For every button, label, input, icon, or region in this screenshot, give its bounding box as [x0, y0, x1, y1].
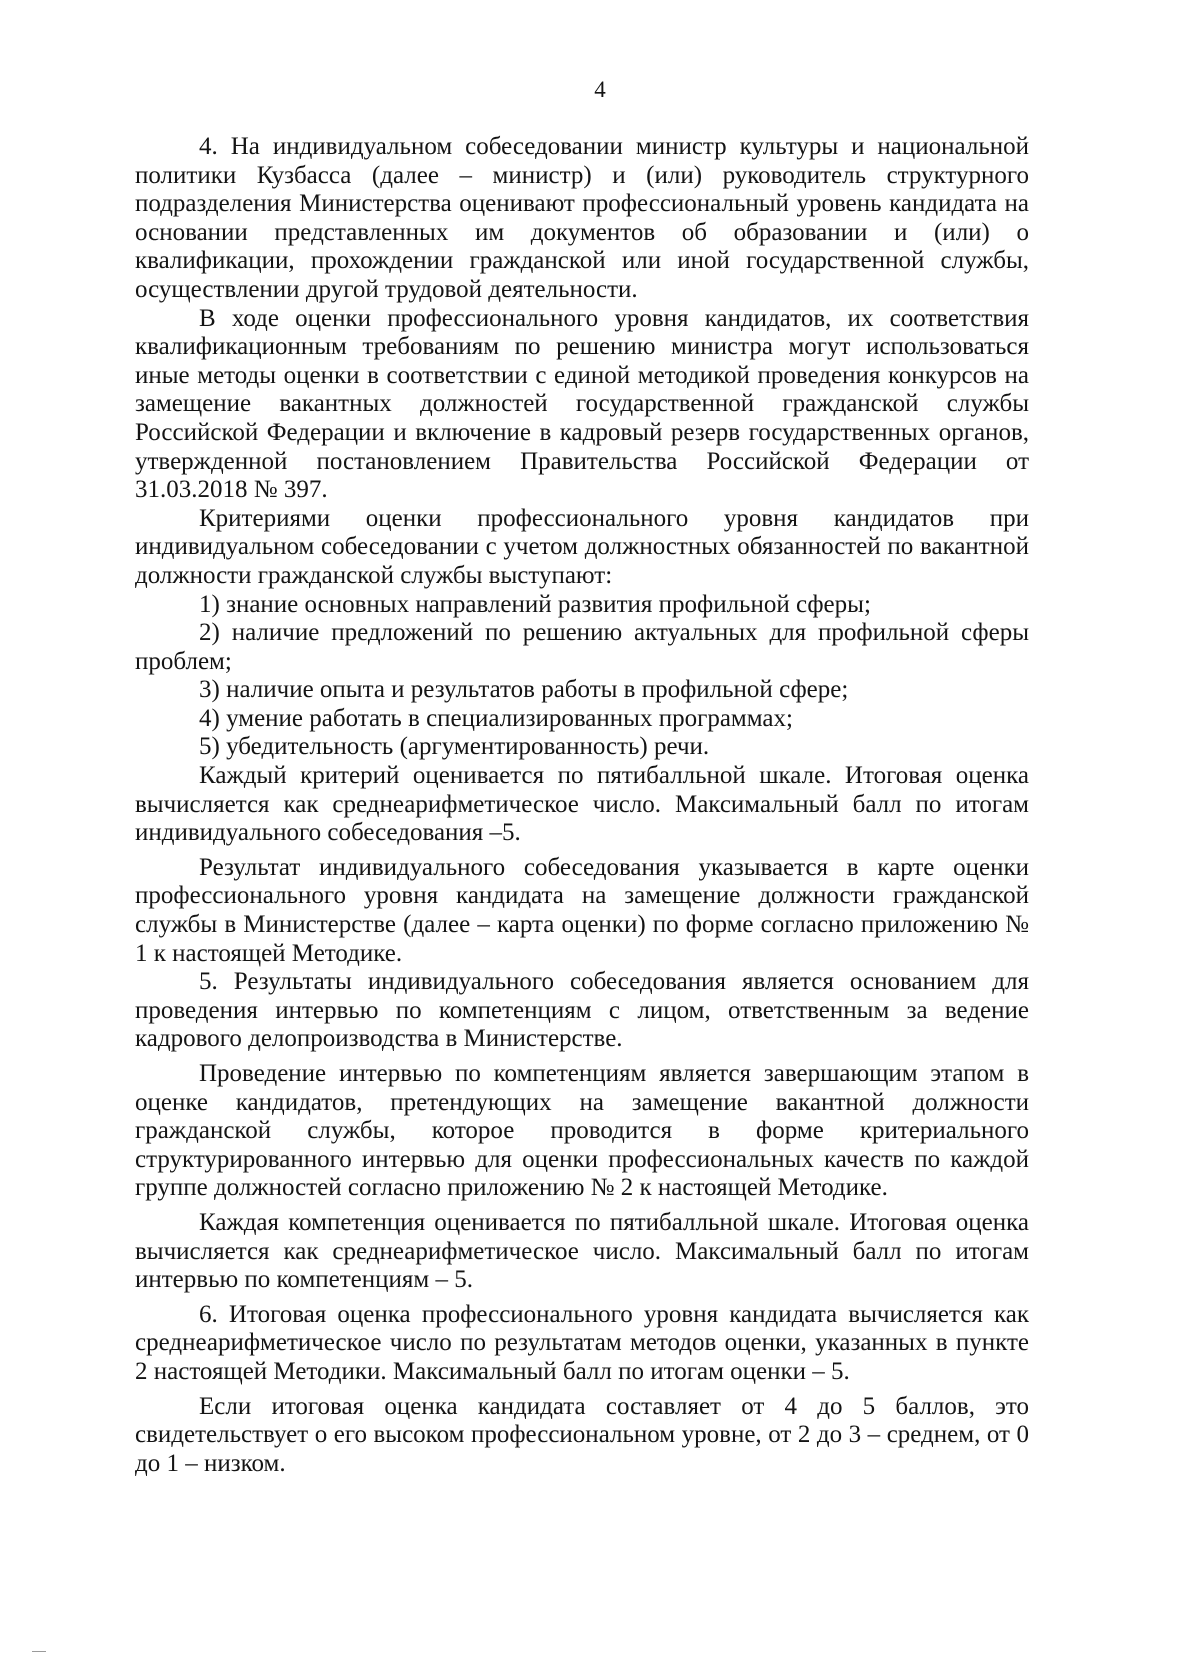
document-body — [135, 133, 1029, 1478]
paragraph-4-interview: 4. На индивидуальном собеседовании министр культуры и национальной политики Кузбасса (далее – министр) и (или) руководитель структурного подразделения Министерства оценивают профессиональный уровень кандидата на основании представленных им документов об образовании и (или) о квалификации, прохождении гражданской или иной государственной службы, осуществлении другой трудовой деятельности. — [135, 133, 1029, 303]
paragraph-result-card: Результат индивидуального собеседования указывается в карте оценки профессионального уровня кандидата на замещение должности гражданской службы в Министерстве (далее – карта оценки) по форме согласно приложению № 1 к настоящей Методике. — [135, 853, 1029, 967]
paragraph-scoring: Каждый критерий оценивается по пятибалльной шкале. Итоговая оценка вычисляется как среднеарифметическое число. Максимальный балл по итогам индивидуального собеседования –5. — [135, 762, 1029, 847]
paragraph-final-stage: Проведение интервью по компетенциям является завершающим этапом в оценке кандидатов, претендующих на замещение вакантной должности гражданской службы, которое проводится в форме критериального структурированного интервью для оценки профессиональных качеств по каждой группе должностей согласно приложению № 2 к настоящей Методике. — [135, 1060, 1029, 1202]
criterion-item-5: 5) убедительность (аргументированность) речи. — [199, 733, 710, 761]
paragraph-assessment-methods: В ходе оценки профессионального уровня кандидатов, их соответствия квалификационным требованиям по решению министра могут использоваться иные методы оценки в соответствии с единой методикой проведения конкурсов на замещение вакантных должностей государственной гражданской службы Российской Федерации и включение в кадровый резерв государственных органов, утвержденной постановлением Правительства Российской Федерации от 31.03.2018 № 397. — [135, 304, 1029, 504]
page-number: 4 — [594, 77, 606, 102]
criterion-item-3: 3) наличие опыта и результатов работы в профильной сфере; — [199, 676, 849, 704]
criterion-item-4: 4) умение работать в специализированных программах; — [199, 704, 793, 732]
paragraph-6-final-score: 6. Итоговая оценка профессионального уровня кандидата вычисляется как среднеарифметическое число по результатам методов оценки, указанных в пункте 2 настоящей Методики. Максимальный балл по итогам оценки – 5. — [135, 1300, 1029, 1385]
criterion-item-2: 2) наличие предложений по решению актуальных для профильной сферы проблем; — [135, 619, 1029, 675]
scan-edge-mark — [32, 1651, 46, 1652]
paragraph-5-competency-interview: 5. Результаты индивидуального собеседования является основанием для проведения интервью по компетенциям с лицом, ответственным за ведение кадрового делопроизводства в Министерстве. — [135, 968, 1029, 1053]
paragraph-criteria-intro: Критериями оценки профессионального уровня кандидатов при индивидуальном собеседовании с учетом должностных обязанностей по вакантной должности гражданской службы выступают: — [135, 504, 1029, 589]
paragraph-score-levels: Если итоговая оценка кандидата составляет от 4 до 5 баллов, это свидетельствует о его высоком профессиональном уровне, от 2 до 3 – среднем, от 0 до 1 – низком. — [135, 1392, 1029, 1477]
criterion-item-1: 1) знание основных направлений развития профильной сферы; — [199, 590, 871, 618]
paragraph-competency-scoring: Каждая компетенция оценивается по пятибалльной шкале. Итоговая оценка вычисляется как среднеарифметическое число. Максимальный балл по итогам интервью по компетенциям – 5. — [135, 1208, 1029, 1294]
